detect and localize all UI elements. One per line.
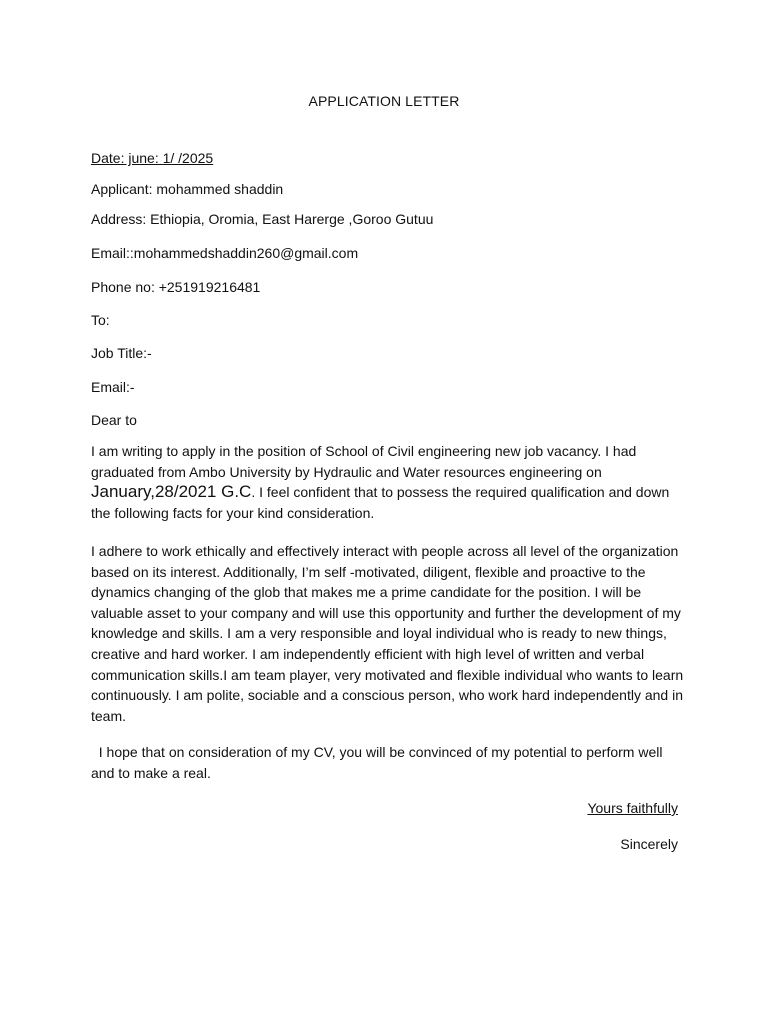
salutation: Dear to xyxy=(91,412,137,428)
sign-off: Sincerely xyxy=(620,836,678,852)
address-value: : Ethiopia, Oromia, East Harerge ,Goroo Gutuu xyxy=(142,211,434,227)
paragraph-qualities: I adhere to work ethically and effectively interact with people across all level of the organization based on its interest. Additionally, I’m self -motivated, diligent, flexible and proactive to the dynamics changing of the glob that makes me a prime candidate for the position. I will be valuable asset to your company and will use this opportunity and further the development of my knowledge and skills. I am a very responsible and loyal individual who is ready to new things, creative and hard worker. I am independently efficient with high level of written and verbal communication skills.I am team player, very motivated and flexible individual who wants to learn continuously. I am polite, sociable and a conscious person, who work hard independently and in team. xyxy=(91,543,684,724)
to-line: To: xyxy=(91,312,110,328)
date-line: Date: june: 1/ /2025 xyxy=(91,150,214,166)
phone-line: Phone no: +251919216481 xyxy=(91,279,261,295)
graduation-date: January,28/2021 G.C xyxy=(91,482,252,502)
intro-text-c: . I feel confident that to possess the required qualification and down the following facts for your kind consideration. xyxy=(91,484,670,521)
address-label: Address xyxy=(91,211,143,227)
email-line: Email::mohammedshaddin260@gmail.com xyxy=(91,245,359,261)
applicant-line: Applicant: mohammed shaddin xyxy=(91,181,284,197)
closing-line: Yours faithfully xyxy=(587,800,678,816)
page-title: APPLICATION LETTER xyxy=(308,93,460,109)
email-to-line: Email:- xyxy=(91,379,135,395)
paragraph-intro xyxy=(91,441,685,523)
job-title-line: Job Title:- xyxy=(91,345,152,361)
paragraph-closing: I hope that on consideration of my CV, you will be convinced of my potential to perform well and to make a real. xyxy=(91,744,667,781)
intro-text-b: new job vacancy. I had graduated from Ambo University by Hydraulic and Water resources engineering on xyxy=(91,443,637,480)
intro-text-a: I am writing to apply in the position of xyxy=(91,443,326,459)
position-name: School of Civil engineering xyxy=(325,443,491,459)
address-line xyxy=(91,211,433,227)
